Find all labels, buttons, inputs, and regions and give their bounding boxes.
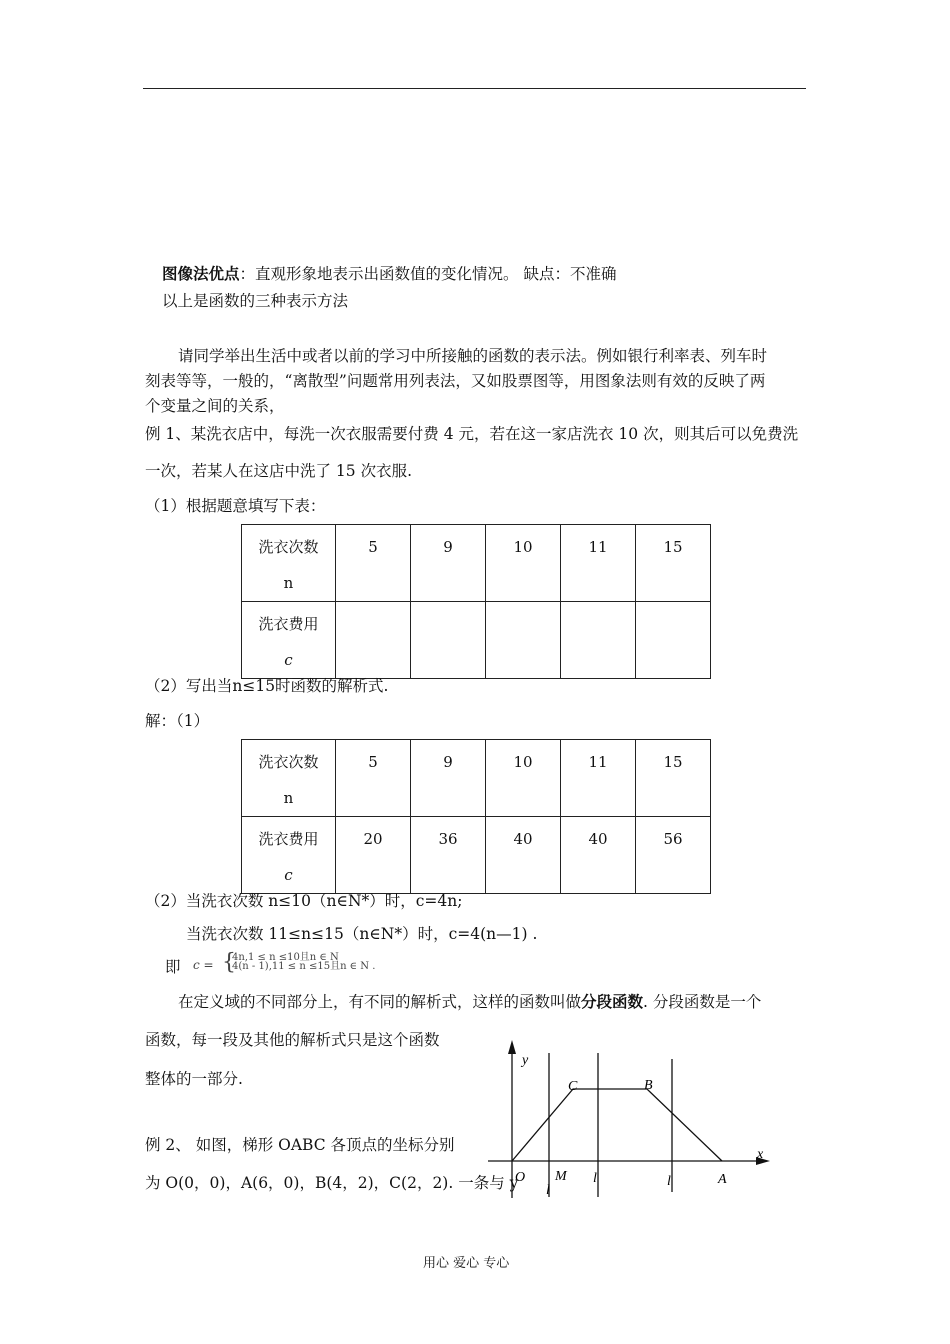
cell: 5 bbox=[336, 740, 411, 817]
formula-lhs: c = bbox=[193, 958, 214, 972]
cell: 15 bbox=[636, 740, 711, 817]
answer-line: （2）当洗衣次数 n≤10（n∈N*）时，c=4n; bbox=[145, 892, 463, 910]
trapezoid-diagram bbox=[480, 1030, 790, 1210]
cell: 9 bbox=[411, 740, 486, 817]
trapezoid-oabc bbox=[512, 1089, 722, 1161]
question-1: （1）根据题意填写下表： bbox=[145, 497, 326, 515]
table-row bbox=[242, 740, 711, 817]
summary-line: 以上是函数的三种表示方法 bbox=[162, 292, 349, 310]
piecewise-formula: 4n,1 ≤ n ≤10且n ∈ N 4(n - 1),11 ≤ n ≤15且n ∈ N . bbox=[232, 952, 376, 972]
cell bbox=[636, 602, 711, 679]
paragraph-line: 请同学举出生活中或者以前的学习中所接触的函数的表示法。例如银行利率表、列车时 bbox=[178, 347, 768, 365]
label-O: O bbox=[515, 1170, 526, 1185]
cell: 15 bbox=[636, 525, 711, 602]
bold-term: 图像法优点 bbox=[162, 264, 240, 283]
cell: 10 bbox=[486, 525, 561, 602]
cell: 40 bbox=[486, 817, 561, 894]
brace: { bbox=[222, 950, 236, 975]
cell: 9 bbox=[411, 525, 486, 602]
label-l2: l bbox=[593, 1171, 597, 1186]
paragraph-line: 刻表等等，一般的，“离散型”问题常用列表法，又如股票图等，用图象法则有效的反映了两 bbox=[145, 372, 766, 390]
example-line: 一次，若某人在这店中洗了 15 次衣服. bbox=[145, 462, 413, 480]
solution-label: 解：（1） bbox=[145, 712, 210, 730]
header-cell: 洗衣次数 n bbox=[242, 525, 336, 602]
cell bbox=[561, 602, 636, 679]
paragraph-line: 个变量之间的关系， bbox=[145, 397, 285, 415]
label-l1: l bbox=[546, 1183, 550, 1198]
graph-method-line bbox=[162, 262, 616, 284]
example-line: 例 2、 如图，梯形 OABC 各顶点的坐标分别 bbox=[145, 1136, 455, 1154]
header-cell: 洗衣次数 n bbox=[242, 740, 336, 817]
example-line: 为 O(0，0)，A(6，0)，B(4，2)，C(2，2). 一条与 y bbox=[145, 1174, 519, 1192]
cell: 10 bbox=[486, 740, 561, 817]
cell bbox=[486, 602, 561, 679]
label-l3: l bbox=[667, 1174, 671, 1189]
blank-table bbox=[241, 524, 711, 679]
answer-table bbox=[241, 739, 711, 894]
cell bbox=[336, 602, 411, 679]
table-row bbox=[242, 817, 711, 894]
header-rule bbox=[143, 88, 806, 89]
cell bbox=[411, 602, 486, 679]
example-line: 例 1、某洗衣店中，每洗一次衣服需要付费 4 元，若在这一家店洗衣 10 次，则其后可以免费洗 bbox=[145, 425, 799, 443]
cell: 20 bbox=[336, 817, 411, 894]
paragraph-line: 函数，每一段及其他的解析式只是这个函数 bbox=[145, 1031, 440, 1049]
paragraph-line: 整体的一部分. bbox=[145, 1070, 243, 1088]
cell: 11 bbox=[561, 740, 636, 817]
label-M: M bbox=[555, 1169, 567, 1184]
table-row bbox=[242, 525, 711, 602]
formula-prefix: 即 bbox=[165, 958, 181, 976]
text: ：直观形象地表示出函数值的变化情况。 缺点：不准确 bbox=[239, 265, 617, 283]
label-y: y bbox=[522, 1053, 529, 1068]
label-A: A bbox=[718, 1172, 727, 1187]
cell: 36 bbox=[411, 817, 486, 894]
header-cell: 洗衣费用 c bbox=[242, 602, 336, 679]
page-footer: 用心 爱心 专心 bbox=[423, 1256, 510, 1271]
cell: 56 bbox=[636, 817, 711, 894]
definition-line: 在定义域的不同部分上，有不同的解析式，这样的函数叫做分段函数. 分段函数是一个 bbox=[178, 992, 762, 1011]
y-arrow-icon bbox=[508, 1040, 516, 1054]
label-x: x bbox=[757, 1147, 764, 1162]
label-C: C bbox=[568, 1079, 578, 1094]
header-cell: 洗衣费用 c bbox=[242, 817, 336, 894]
table-row bbox=[242, 602, 711, 679]
label-B: B bbox=[644, 1078, 653, 1093]
cell: 5 bbox=[336, 525, 411, 602]
cell: 11 bbox=[561, 525, 636, 602]
question-2: （2）写出当n≤15时函数的解析式. bbox=[145, 677, 389, 695]
answer-line: 当洗衣次数 11≤n≤15（n∈N*）时，c=4(n—1) . bbox=[186, 925, 538, 943]
cell: 40 bbox=[561, 817, 636, 894]
